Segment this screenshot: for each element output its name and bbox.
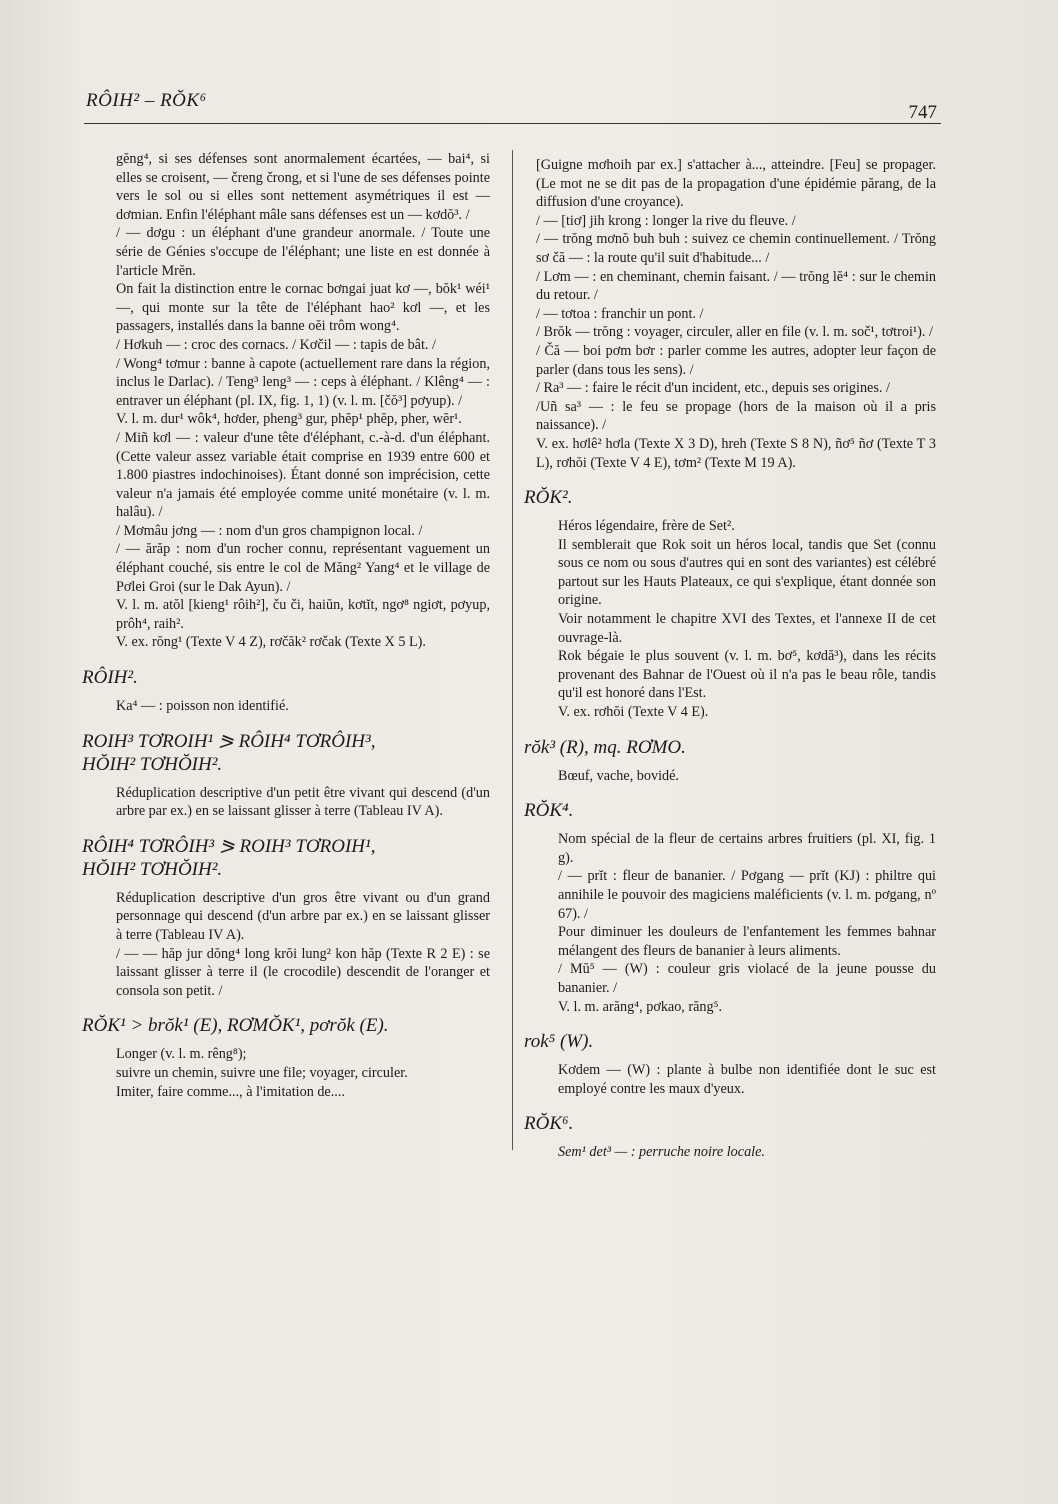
paragraph: [Guigne mơhoih par ex.] s'attacher à..., atteindre. [Feu] se propager. (Le mot ne se dit pas de la propagation d'une épidémie părang, de la diffusion d'une croyance). <box>536 157 936 211</box>
entry-definition: / Mŭ⁵ — (W) : couleur gris violacé de la jeune pousse du bananier. / <box>558 961 936 996</box>
paragraph: / Miñ kơl — : valeur d'une tête d'éléphant, c.-à-d. d'un éléphant. (Cette valeur assez variable était comprise en 1939 entre 600 et 1.800 piastres indochinoises). Étant donné son imprécision, cette valeur n'a jamais été employée comme unité monétaire (v. l. m. halâu). / <box>116 429 490 521</box>
paragraph: / — tơtoa : franchir un pont. / <box>536 305 704 322</box>
paragraph: / — trŏng mơnŏ buh buh : suivez ce chemin continuellement. / Trŏng sơ čă — : la route qu'il suit d'habitude... / <box>536 231 936 266</box>
entry-definition: / — prĭt : fleur de bananier. / Pơgang — prĭt (KJ) : philtre qui annihile le pouvoir des magiciens maléficients (v. l. m. pơgang, nº 67). / <box>558 868 936 922</box>
paragraph: V. ex. hơlê² hơla (Texte X 3 D), hreh (Texte S 8 N), ñơ⁵ ñơ (Texte T 3 L), rơhŏi (Texte V 4 E), tơm² (Texte M 19 A). <box>536 435 936 471</box>
entry-definition: Ka⁴ — : poisson non identifié. <box>116 698 289 715</box>
paragraph: / Ra³ — : faire le récit d'un incident, etc., depuis ses origines. / <box>536 380 890 397</box>
paragraph: / Lơm — : en cheminant, chemin faisant. / — trŏng lĕ⁴ : sur le chemin du retour. / <box>536 268 936 304</box>
entry-headword: rok⁵ (W). <box>524 1031 594 1053</box>
entry-body <box>536 517 936 722</box>
page-number: 747 <box>908 102 937 123</box>
entry-definition: Nom spécial de la fleur de certains arbres fruitiers (pl. XI, fig. 1 g). <box>558 831 936 866</box>
entry-definition: V. ex. rơhŏi (Texte V 4 E). <box>558 704 709 721</box>
headword-line: HŎIH² TƠHŎIH². <box>82 753 223 775</box>
paragraph: / — dơgu : un éléphant d'une grandeur anormale. / Toute une série de Génies s'occupe de l'éléphant; une liste en est donnée à l'article Mrĕn. <box>116 225 490 279</box>
entry-definition: Pour diminuer les douleurs de l'enfantement les femmes bahnar mélangent des fleurs de bananier à leurs aliments. <box>558 924 936 959</box>
entry-definition: Imiter, faire comme..., à l'imitation de.... <box>116 1083 345 1100</box>
paragraph: gĕng⁴, si ses défenses sont anormalement écartées, — bai⁴, si elles se croisent, — čreng črong, et si l'une de ses défenses pointe vers le sol ou si elles sont nettement asymétriques il est — dơmian. Enfin l'éléphant mâle sans défenses est un — kơdŏ³. / <box>116 151 490 223</box>
entry-headword <box>82 835 490 881</box>
entry-definition: Rok bégaie le plus souvent (v. l. m. bơ⁵, kơdă³), dans les récits provenant des Bahnar de l'Ouest où il n'a pas le beau rôle, tandis qu'il est honoré dans l'Est. <box>558 648 936 702</box>
entry-headword: RŎK⁴. <box>524 800 574 822</box>
entry-definition: Il semblerait que Rok soit un héros local, tandis que Set (connu sous ce nom ou sous d'autres qui en sont des variantes) est célébré partout sur les Hauts Plateaux, ce qui s'explique, étant donnée son origine. <box>558 536 936 609</box>
entry-definition: Sem¹ det³ — : perruche noire locale. <box>558 1144 765 1161</box>
entry-body <box>536 1143 936 1162</box>
column-divider <box>512 150 513 1150</box>
headword-line: ROIH³ TƠROIH¹ ⪖ RÔIH⁴ TƠRÔIH³, <box>82 730 376 752</box>
entry-headword: RÔIH². <box>82 667 138 689</box>
paragraph: V. ex. rŏng¹ (Texte V 4 Z), rơčăk² rơčak (Texte X 5 L). <box>116 634 426 651</box>
paragraph: / Hơkuh — : croc des cornacs. / Kơčil — : tapis de bât. / <box>116 336 436 353</box>
paragraph: / Wong⁴ tơmur : banne à capote (actuellement rare dans la région, inclus le Darlac). / Teng³ leng³ — : ceps à éléphant. / Klêng⁴ — : entraver un éléphant (pl. IX, fig. 1, 1) (v. l. m. [čŏ³] pơyup). / <box>116 355 490 409</box>
entry-headword: RŎK⁶. <box>524 1113 574 1135</box>
entry-definition: Kơdem — (W) : plante à bulbe non identifiée dont le suc est employé contre les maux d'yeux. <box>558 1062 936 1097</box>
left-column <box>82 150 490 1101</box>
entry-definition: Héros légendaire, frère de Set². <box>558 518 735 535</box>
entry-headword <box>82 730 490 776</box>
entry-definition: Longer (v. l. m. rêng⁸); <box>116 1046 247 1063</box>
entry-definition: V. l. m. arăng⁴, pơkao, răng⁵. <box>558 998 723 1015</box>
entry-body <box>536 1061 936 1098</box>
entry-headword: RŎK². <box>524 487 573 509</box>
paragraph: /Uñ sa³ — : le feu se propage (hors de la maison où il a pris naissance). / <box>536 398 936 434</box>
entry-body <box>536 830 936 1016</box>
running-head: RÔIH² – RŎK⁶ <box>86 90 207 111</box>
entry-definition: Voir notamment le chapitre XVI des Textes, et l'annexe II de cet ouvrage-là. <box>558 611 936 646</box>
entry-definition: / — — hăp jur dŏng⁴ long krŏi lung² kon hăp (Texte R 2 E) : se laissant glisser à terre il (le crocodile) descendit de l'oranger et consola son petit. / <box>116 945 490 999</box>
paragraph: V. l. m. dur¹ wôk⁴, hơder, pheng³ gur, phĕp¹ phĕp, pher, wĕr¹. <box>116 411 462 428</box>
entry-definition: suivre un chemin, suivre une file; voyager, circuler. <box>116 1064 408 1081</box>
entry-headword: rŏk³ (R), mq. RƠMO. <box>524 736 686 758</box>
entry-definition: Bœuf, vache, bovidé. <box>558 767 679 784</box>
paragraph: V. l. m. atŏl [kieng¹ rôih²], ču či, haiŭn, kơtĭt, ngơ⁸ ngiơt, pơyup, prôh⁴, raih². <box>116 597 490 632</box>
paragraph: / — [tiơ] jih krong : longer la rive du fleuve. / <box>536 212 796 229</box>
entry-headword: RŎK¹ > brŏk¹ (E), RƠMŎK¹, pơrŏk (E). <box>82 1015 389 1037</box>
entry-definition: Réduplication descriptive d'un gros être vivant ou d'un grand personnage qui descend (d'un arbre par ex.) en se laissant glisser à terre (Tableau IV A). <box>116 889 490 943</box>
headword-line: RÔIH⁴ TƠRÔIH³ ⪖ ROIH³ TƠROIH¹, <box>82 835 376 857</box>
paragraph: / Čă — boi pơm bơr : parler comme les autres, adopter leur façon de parler (dans tous les sens). / <box>536 342 936 378</box>
header-rule <box>84 123 941 124</box>
entry-definition: Réduplication descriptive d'un petit être vivant qui descend (d'un arbre par ex.) en se laissant glisser à terre (Tableau IV A). <box>116 784 490 820</box>
paragraph: / — ărăp : nom d'un rocher connu, représentant vaguement un éléphant couché, sis entre le col de Măng² Yang⁴ et le village de Pơlei Groi (sur le Dak Ayun). / <box>116 541 490 595</box>
paragraph: On fait la distinction entre le cornac bơngai juat kơ —, bŏk¹ wéi¹ —, qui monte sur la tête de l'éléphant hao² kơl —, et les passagers, installés dans la banne oĕi trôm wong⁴. <box>116 281 490 335</box>
paragraph: / Mơmâu jơng — : nom d'un gros champignon local. / <box>116 522 423 539</box>
paragraph: / Brŏk — trŏng : voyager, circuler, aller en file (v. l. m. soč¹, tơtroi¹). / <box>536 324 933 341</box>
right-column <box>524 156 936 1162</box>
headword-line: HŎIH² TƠHŎIH². <box>82 858 223 880</box>
entry-body <box>536 767 936 786</box>
